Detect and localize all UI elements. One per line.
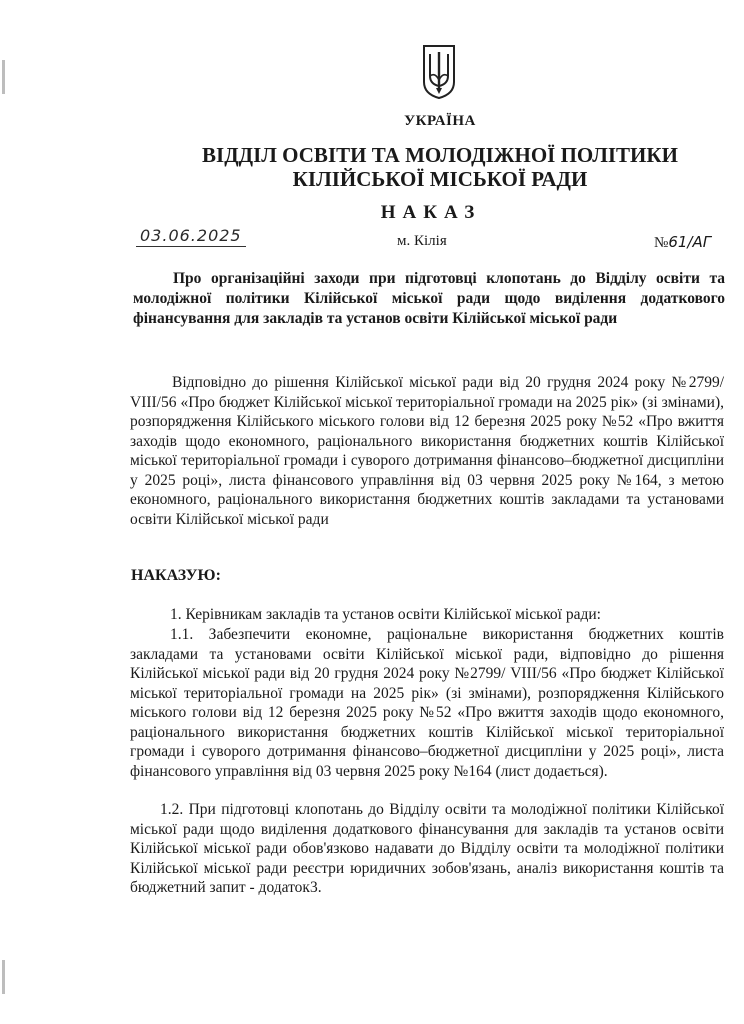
country-heading: УКРАЇНА <box>404 113 476 129</box>
department-line-2: КІЛІЙСЬКОЇ МІСЬКОЇ РАДИ <box>292 167 588 191</box>
order-city: м. Кілія <box>397 233 447 249</box>
item-1: 1. Керівникам закладів та установ освіти Кілійської міської ради: <box>170 606 601 623</box>
order-number <box>654 233 711 252</box>
scan-edge-mark <box>2 960 5 994</box>
department-heading <box>0 143 744 191</box>
item-1-1: 1.1. Забезпечити економне, раціональне використання бюджетних коштів закладами та установами освіти Кілійської міської ради, відповідно до рішення Кілійської міської ради від 20 грудня 2024 року №2799/ VIII/56 «Про бюджет Кілійської міської територіальної громади на 2025 рік» (зі змінами), розпорядження Кілійського міського голови від 12 березня 2025 року №52 «Про вжиття заходів щодо економного, раціонального використання бюджетних коштів Кілійської міської територіальної громади і суворого дотримання фінансово–бюджетної дисципліни у 2025 році», листа фінансового управління від 03 червня 2025 року №164 (лист додається). <box>130 626 724 780</box>
preamble-paragraph: Відповідно до рішення Кілійської міської ради від 20 грудня 2024 року №2799/ VIII/56 «Про бюджет Кілійської міської територіальної громади на 2025 рік» (зі змінами), розпорядження Кілійського міського голови від 12 березня 2025 року №52 «Про вжиття заходів щодо економного, раціонального використання бюджетних коштів Кілійської міської територіальної громади і суворого дотримання фінансово–бюджетної дисципліни у 2025 році», листа фінансового управління від 03 червня 2025 року №164, з метою економного, раціонального використання бюджетних коштів закладами та установами освіти Кілійської міської ради <box>130 374 724 528</box>
order-word: НАКАЗУЮ: <box>131 567 221 584</box>
number-sign: № <box>654 235 669 251</box>
date-underline <box>136 246 246 247</box>
order-subject: Про організаційні заходи при підготовці клопотань до Відділу освіти та молодіжної політики Кілійської міської ради щодо виділення додаткового фінансування для закладів та установ освіти Кілійської міської ради <box>133 270 725 327</box>
department-line-1: ВІДДІЛ ОСВІТИ ТА МОЛОДІЖНОЇ ПОЛІТИКИ <box>202 143 678 167</box>
item-1-2: 1.2. При підготовці клопотань до Відділу освіти та молодіжної політики Кілійської міської ради щодо виділення додаткового фінансування для закладів та установ освіти Кілійської міської ради обов'язково надавати до Відділу освіти та молодіжної політики Кілійської міської ради реєстри юридичних зобов'язань, аналіз використання коштів та бюджетний запит - додаток3. <box>130 801 724 896</box>
order-title: НАКАЗ <box>380 202 482 223</box>
scan-edge-mark <box>2 60 5 94</box>
order-date: 03.06.2025 <box>140 226 242 245</box>
coat-of-arms-icon <box>422 44 456 100</box>
number-value: 61/АГ <box>668 233 712 251</box>
